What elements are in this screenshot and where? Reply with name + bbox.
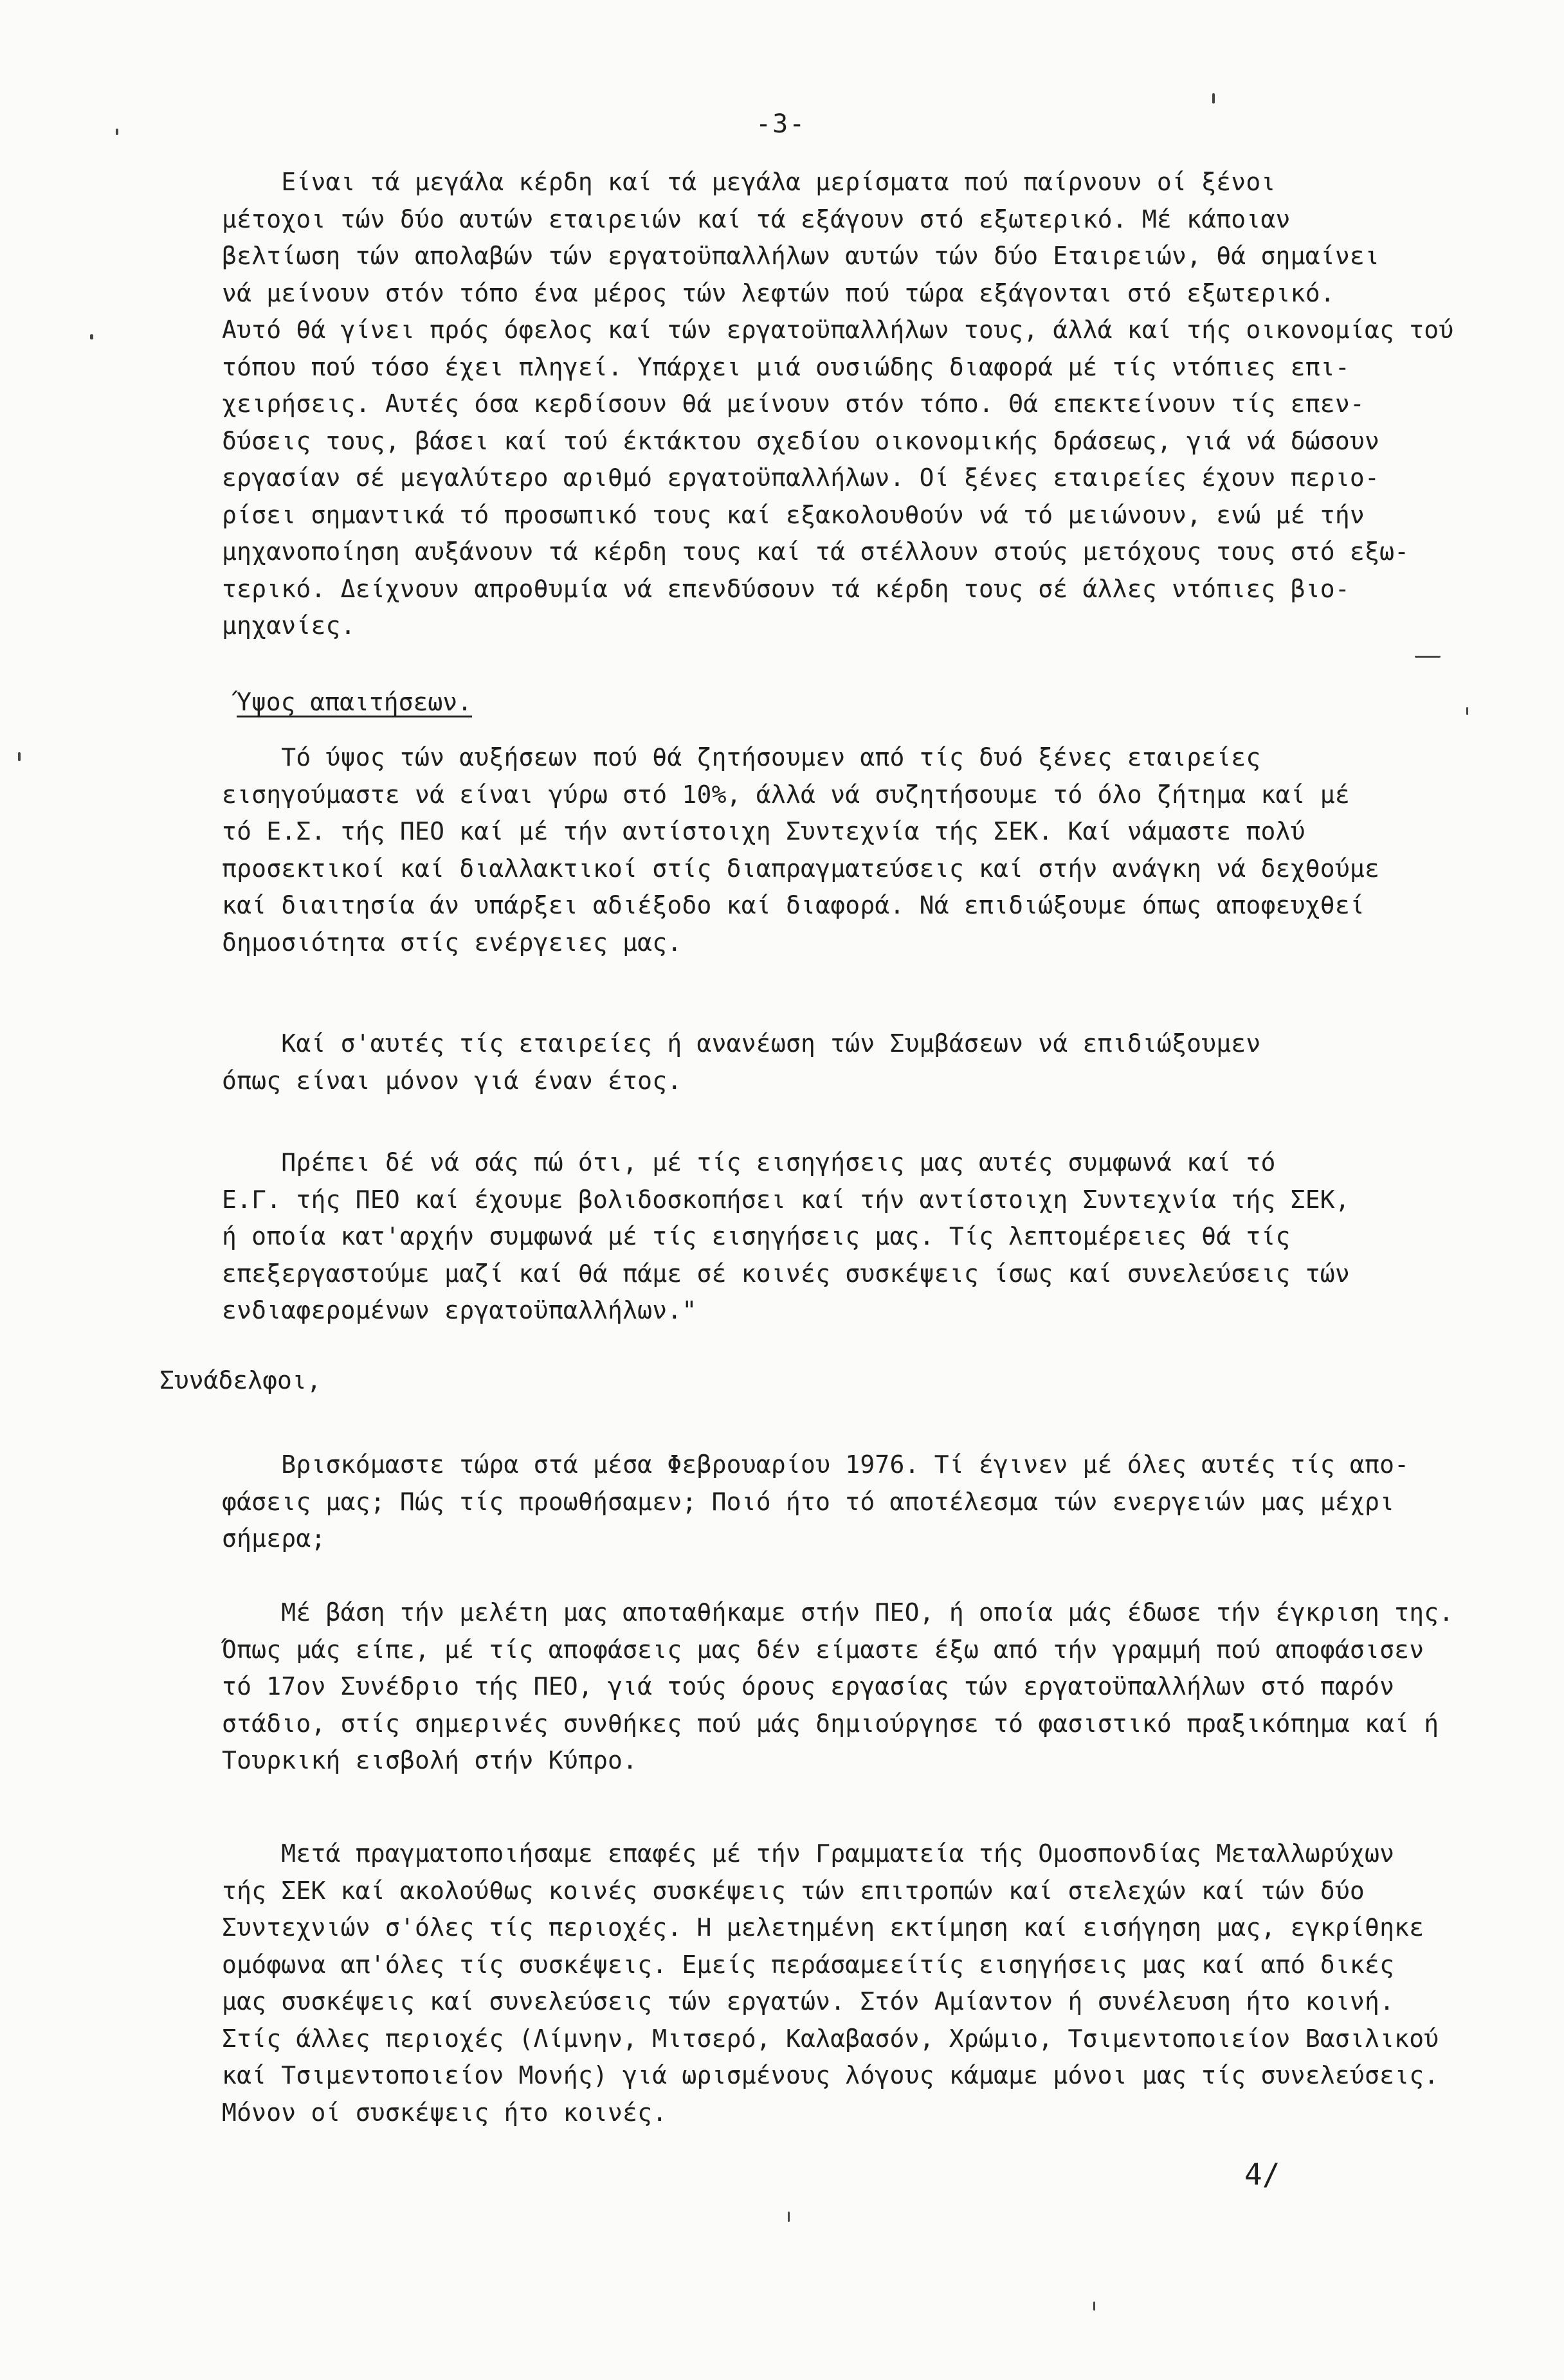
text-line: Στίς άλλες περιοχές (Λίμνην, Μιτσερό, Καλαβασόν, Χρώμιο, Τσιμεντοποιείον Βασιλικού (222, 2024, 1439, 2053)
text-line: Βρισκόμαστε τώρα στά μέσα Φεβρουαρίου 1976. Τί έγινεν μέ όλες αυτές τίς απο- (222, 1450, 1410, 1479)
text-line: ή οποία κατ'αρχήν συμφωνά μέ τίς εισηγήσεις μας. Τίς λεπτομέρειες θά τίς (222, 1222, 1291, 1250)
scan-speck (788, 2212, 790, 2222)
scan-speck (1093, 2302, 1095, 2311)
paragraph-february-1976 (222, 1447, 1502, 1558)
text-line: Είναι τά μεγάλα κέρδη καί τά μεγάλα μερίσματα πού παίρνουν οί ξένοι (222, 168, 1276, 196)
paragraph-peo-approval (222, 1594, 1502, 1780)
text-line: ρίσει σημαντικά τό προσωπικό τους καί εξακολουθούν νά τό μειώνουν, ενώ μέ τήν (222, 500, 1365, 529)
text-line: σήμερα; (222, 1524, 326, 1553)
text-line: Πρέπει δέ νά σάς πώ ότι, μέ τίς εισηγήσεις μας αυτές συμφωνά καί τό (222, 1148, 1276, 1176)
text-line: βελτίωση τών απολαβών τών εργατοϋπαλλήλων αυτών τών δύο Εταιρειών, θά σημαίνει (222, 242, 1380, 270)
text-line: Καί σ'αυτές τίς εταιρείες ή ανανέωση τών Συμβάσεων νά επιδιώξουμεν (222, 1029, 1261, 1058)
text-line: Όπως μάς είπε, μέ τίς αποφάσεις μας δέν είμαστε έξω από τήν γραμμή πού αποφάσισεν (222, 1635, 1424, 1664)
text-line: Τό ύψος τών αυξήσεων πού θά ζητήσουμεν από τίς δυό ξένες εταιρείες (222, 743, 1261, 771)
text-line: προσεκτικοί καί διαλλακτικοί στίς διαπραγματεύσεις καί στήν ανάγκη νά δεχθούμε (222, 854, 1380, 883)
text-line: Συντεχνιών σ'όλες τίς περιοχές. Η μελετημένη εκτίμηση καί εισήγηση μας, εγκρίθηκε (222, 1913, 1424, 1942)
text-line: φάσεις μας; Πώς τίς προωθήσαμεν; Ποιό ήτο τό αποτέλεσμα τών ενεργειών μας μέχρι (222, 1487, 1395, 1516)
text-line: τόπου πού τόσο έχει πληγεί. Υπάρχει μιά ουσιώδης διαφορά μέ τίς ντόπιες επι- (222, 352, 1350, 381)
text-line: Ε.Γ. τής ΠΕΟ καί έχουμε βολιδοσκοπήσει καί τήν αντίστοιχη Συντεχνία τής ΣΕΚ, (222, 1185, 1350, 1214)
text-line: εισηγούμαστε νά είναι γύρω στό 10%, άλλά νά συζητήσουμε τό όλο ζήτημα καί μέ (222, 780, 1350, 809)
scan-speck (116, 129, 118, 135)
text-line: εργασίαν σέ μεγαλύτερο αριθμό εργατοϋπαλλήλων. Οί ξένες εταιρείες έχουν περιο- (222, 464, 1380, 492)
text-line: ενδιαφερομένων εργατοϋπαλλήλων." (222, 1296, 697, 1324)
text-line: μέτοχοι τών δύο αυτών εταιρειών καί τά εξάγουν στό εξωτερικό. Μέ κάποιαν (222, 204, 1291, 233)
scan-dash (1415, 656, 1441, 658)
paragraph-demands (222, 739, 1502, 961)
page-number: -3- (756, 109, 806, 139)
text-line: τερικό. Δείχνουν απροθυμία νά επενδύσουν τά κέρδη τους σέ άλλες ντόπιες βιο- (222, 574, 1350, 603)
text-line: Μόνον οί συσκέψεις ήτο κοινές. (222, 2098, 668, 2127)
text-line: Μέ βάση τήν μελέτη μας αποταθήκαμε στήν ΠΕΟ, ή οποία μάς έδωσε τήν έγκριση της. (222, 1598, 1454, 1627)
text-line: τής ΣΕΚ καί ακολούθως κοινές συσκέψεις τών επιτροπών καί στελεχών καί τών δύο (222, 1876, 1365, 1905)
next-page-marker: 4/ (1244, 2157, 1280, 2192)
text-line: επεξεργαστούμε μαζί καί θά πάμε σέ κοινές συσκέψεις ίσως καί συνελεύσεις τών (222, 1259, 1350, 1288)
text-line: χειρήσεις. Αυτές όσα κερδίσουν θά μείνουν στόν τόπο. Θά επεκτείνουν τίς επεν- (222, 390, 1365, 418)
paragraph-meetings (222, 1835, 1502, 2131)
text-line: καί Τσιμεντοποιείον Μονής) γιά ωρισμένους λόγους κάμαμε μόνοι μας τίς συνελεύσεις. (222, 2061, 1439, 2089)
text-line: Τουρκική εισβολή στήν Κύπρο. (222, 1746, 638, 1774)
paragraph-foreign-profits (222, 164, 1502, 645)
scan-speck (90, 334, 93, 339)
text-line: στάδιο, στίς σημερινές συνθήκες πού μάς δημιούργησε τό φασιστικό πραξικόπημα καί ή (222, 1709, 1439, 1738)
text-line: δύσεις τους, βάσει καί τού έκτάκτου σχεδίου οικονομικής δράσεως, γιά νά δώσουν (222, 426, 1380, 455)
scan-speck (18, 752, 21, 761)
text-line: όπως είναι μόνον γιά έναν έτος. (222, 1066, 682, 1095)
greeting: Συνάδελφοι, (159, 1366, 322, 1394)
text-line: δημοσιότητα στίς ενέργειες μας. (222, 928, 682, 957)
section-heading: Ύψος απαιτήσεων. (237, 688, 473, 716)
text-line: Αυτό θά γίνει πρός όφελος καί τών εργατοϋπαλλήλων τους, άλλά καί τής οικονομίας τού (222, 316, 1454, 344)
text-line: νά μείνουν στόν τόπο ένα μέρος τών λεφτών πού τώρα εξάγονται στό εξωτερικό. (222, 278, 1335, 307)
text-line: τό Ε.Σ. τής ΠΕΟ καί μέ τήν αντίστοιχη Συντεχνία τής ΣΕΚ. Καί νάμαστε πολύ (222, 817, 1305, 845)
scan-speck (1212, 93, 1215, 104)
text-line: μηχανίες. (222, 611, 356, 640)
text-line: μηχανοποίηση αυξάνουν τά κέρδη τους καί τά στέλλουν στούς μετόχους τους στό εξω- (222, 537, 1410, 566)
text-line: Μετά πραγματοποιήσαμε επαφές μέ τήν Γραμματεία τής Ομοσπονδίας Μεταλλωρύχων (222, 1839, 1395, 1868)
text-line: καί διαιτησία άν υπάρξει αδιέξοδο καί διαφορά. Νά επιδιώξουμε όπως αποφευχθεί (222, 891, 1365, 919)
scan-speck (1466, 707, 1468, 715)
text-line: μας συσκέψεις καί συνελεύσεις τών εργατών. Στόν Αμίαντον ή συνέλευση ήτο κοινή. (222, 1987, 1395, 2015)
paragraph-agreement (222, 1144, 1502, 1330)
paragraph-contract-renewal (222, 1025, 1502, 1099)
text-line: τό 17ον Συνέδριο τής ΠΕΟ, γιά τούς όρους εργασίας τών εργατοϋπαλλήλων στό παρόν (222, 1672, 1395, 1700)
text-line: ομόφωνα απ'όλες τίς συσκέψεις. Εμείς περάσαμεείτίς εισηγήσεις μας καί από δικές (222, 1950, 1395, 1979)
